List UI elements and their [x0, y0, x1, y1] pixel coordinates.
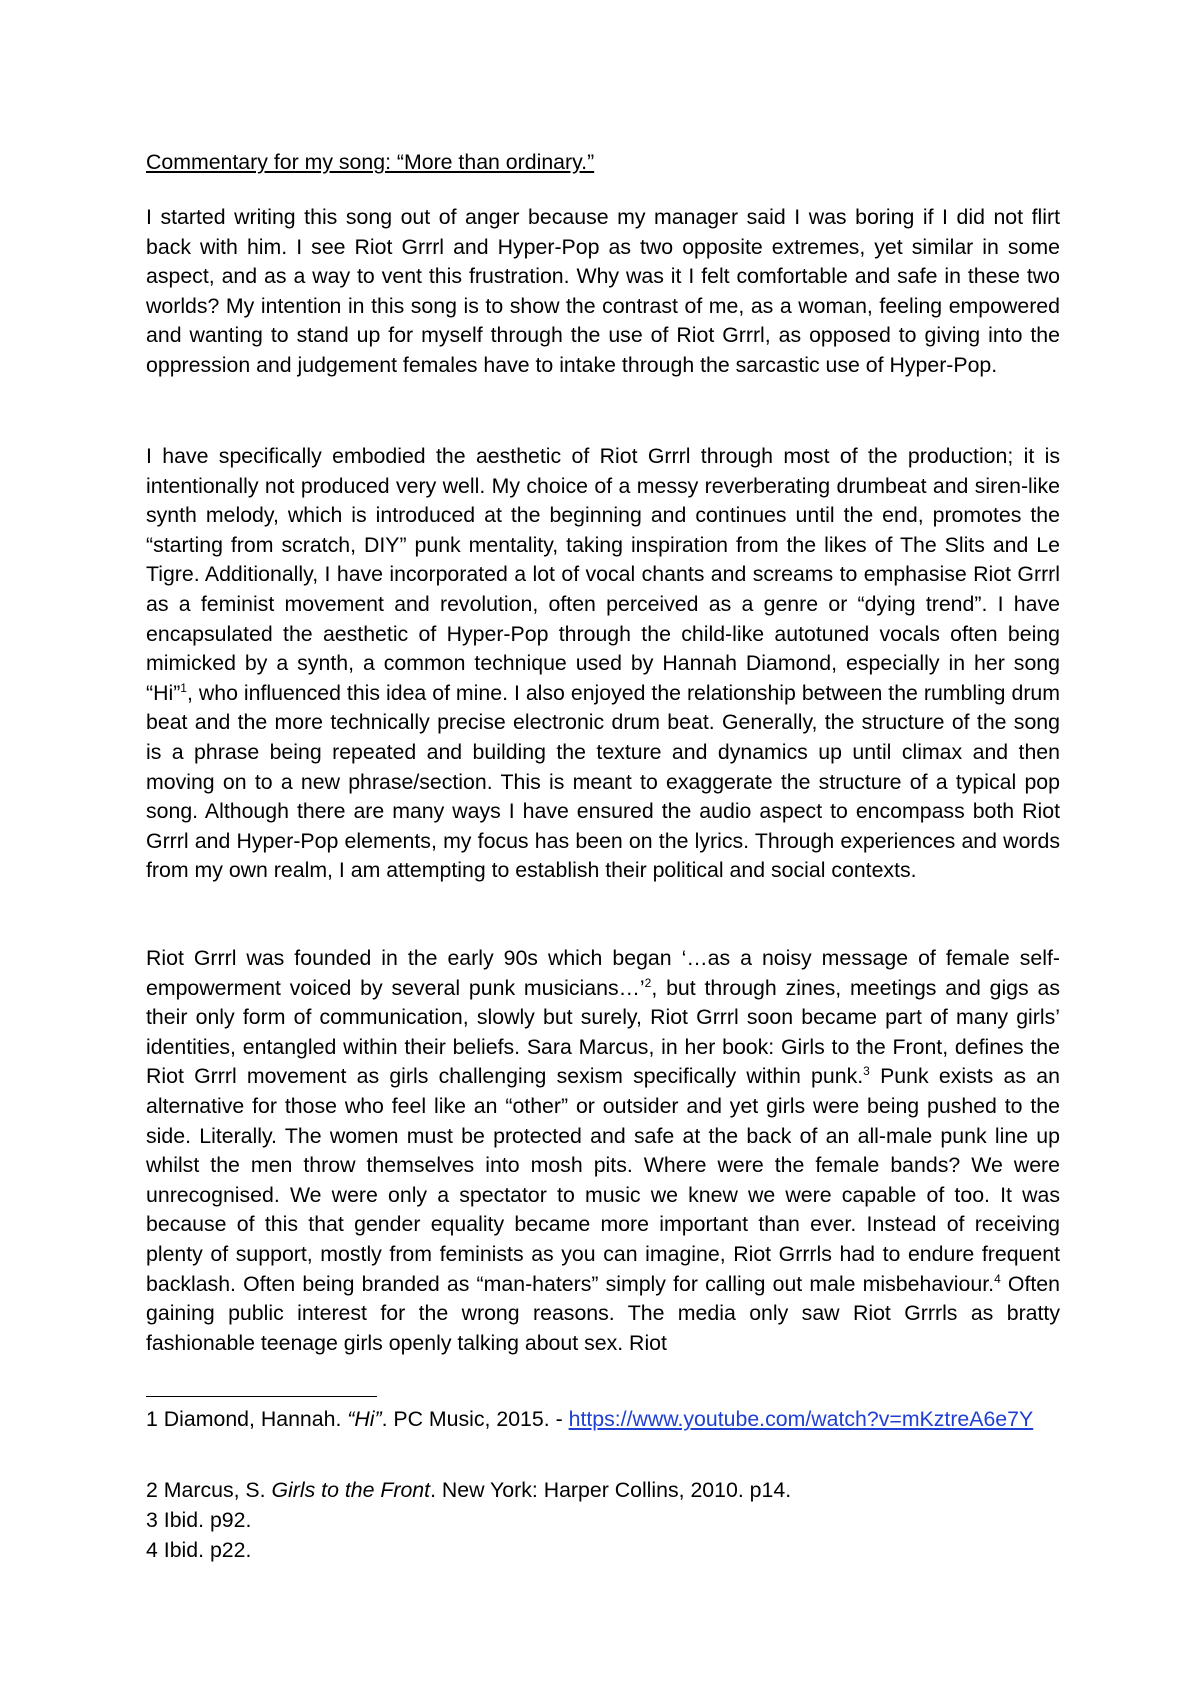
page-title: Commentary for my song: “More than ordinary.”	[146, 150, 595, 174]
footnote-1	[146, 1405, 1060, 1435]
footnote-3	[146, 1506, 1060, 1536]
footnote-number: 2	[146, 1478, 158, 1502]
footnote-number: 3	[146, 1508, 158, 1532]
footnote-4	[146, 1536, 1060, 1566]
paragraph-text: , but through zines, meetings and gigs as their only form of communication, slowly but surely, Riot Grrrl soon became part of many girls’ identities, entangled within their beliefs. Sara Marcus, in her book: Girls to the Front, defines the Riot Grrrl movement as girls challenging sexism specifically within punk.	[146, 975, 1060, 1089]
footnote-text: . PC Music, 2015. -	[381, 1407, 569, 1431]
paragraph-history	[146, 944, 1060, 1358]
footnote-ref-4[interactable]: 4	[994, 1271, 1001, 1286]
paragraph-intro: I started writing this song out of anger because my manager said I was boring if I did not flirt back with him. I see Riot Grrrl and Hyper-Pop as two opposite extremes, yet similar in some aspect, and as a way to vent this frustration. Why was it I felt comfortable and safe in these two worlds? My intention in this song is to show the contrast of me, as a woman, feeling empowered and wanting to stand up for myself through the use of Riot Grrrl, as opposed to giving into the oppression and judgement females have to intake through the sarcastic use of Hyper-Pop.	[146, 205, 1060, 377]
paragraph-text: Punk exists as an alternative for those who feel like an “other” or outsider and yet girls were being pushed to the side. Literally. The women must be protected and safe at the back of an all-male punk line up whilst the men throw themselves into mosh pits. Where were the female bands? We were unrecognised. We were only a spectator to music we knew we were capable of too. It was because of this that gender equality became more important than ever. Instead of receiving plenty of support, mostly from feminists as you can imagine, Riot Grrrls had to endure frequent backlash. Often being branded as “man-haters” simply for calling out male misbehaviour.	[146, 1064, 1060, 1296]
paragraph-text: , who influenced this idea of mine. I also enjoyed the relationship between the rumbling drum beat and the more technically precise electronic drum beat. Generally, the structure of the song is a phrase being repeated and building the texture and dynamics up until climax and then moving on to a new phrase/section. This is meant to exaggerate the structure of a typical pop song. Although there are many ways I have ensured the audio aspect to encompass both Riot Grrrl and Hyper-Pop elements, my focus has been on the lyrics. Through experiences and words from my own realm, I am attempting to establish their political and social contexts.	[146, 680, 1060, 883]
paragraph-production	[146, 442, 1060, 886]
footnote-ref-2[interactable]: 2	[644, 975, 652, 990]
footnote-ref-3[interactable]: 3	[863, 1064, 870, 1079]
footnote-text: Marcus, S.	[157, 1478, 272, 1502]
footnote-text: Diamond, Hannah.	[157, 1407, 348, 1431]
paragraph-text: Often gaining public interest for the wrong reasons. The media only saw Riot Grrrls as bratty fashionable teenage girls openly talking about sex. Riot	[146, 1271, 1060, 1355]
footnote-2	[146, 1476, 1060, 1506]
paragraph-text: I have specifically embodied the aesthetic of Riot Grrrl through most of the production; it is intentionally not produced very well. My choice of a messy reverberating drumbeat and siren-like synth melody, which is introduced at the beginning and continues until the end, promotes the “starting from scratch, DIY” punk mentality, taking inspiration from the likes of The Slits and Le Tigre. Additionally, I have incorporated a lot of vocal chants and screams to emphasise Riot Grrrl as a feminist movement and revolution, often perceived as a genre or “dying trend”. I have encapsulated the aesthetic of Hyper-Pop through the child-like autotuned vocals often being mimicked by a synth, a common technique used by Hannah Diamond, especially in her song “Hi”	[146, 444, 1060, 705]
footnote-separator	[146, 1396, 377, 1397]
youtube-link[interactable]: https://www.youtube.com/watch?v=mKztreA6e7Y	[568, 1407, 1034, 1431]
footnote-ref-1[interactable]: 1	[180, 680, 187, 695]
footnote-text: Ibid. p22.	[157, 1538, 252, 1562]
footnote-song-title: “Hi”	[347, 1407, 382, 1431]
footnote-number: 1	[146, 1407, 158, 1431]
footnote-text: . New York: Harper Collins, 2010. p14.	[430, 1478, 792, 1502]
paragraph-text: Riot Grrrl was founded in the early 90s which began ‘…as a noisy message of female self-empowerment voiced by several punk musicians…’	[146, 946, 1060, 1000]
footnote-text: Ibid. p92.	[157, 1508, 252, 1532]
footnote-book-title: Girls to the Front	[271, 1478, 431, 1502]
footnote-number: 4	[146, 1538, 158, 1562]
